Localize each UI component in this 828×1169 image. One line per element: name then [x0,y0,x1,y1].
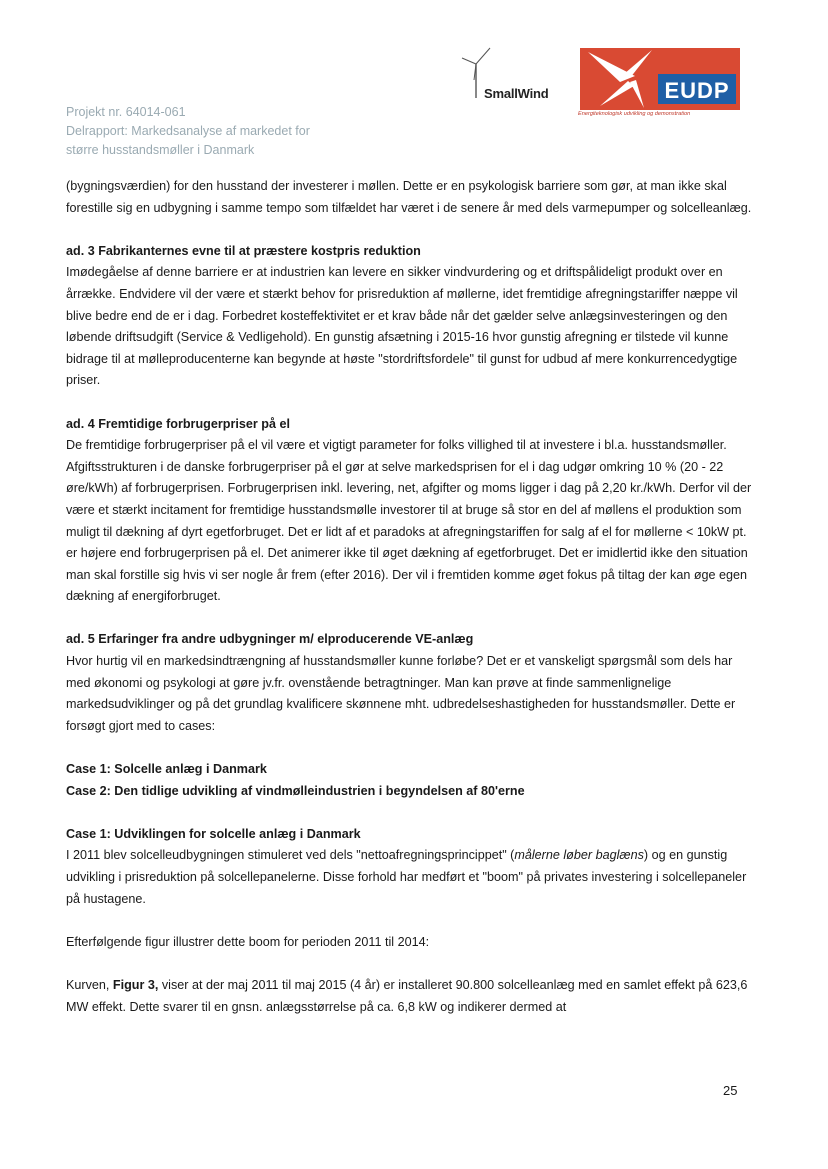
document-body [66,176,756,1018]
smallwind-logo-text: SmallWind [484,86,549,101]
paragraph-ad4: De fremtidige forbrugerpriser på el vil være et vigtigt parameter for folks villighed til at investere i bl.a. husstandsmøller. Afgiftsstrukturen i de danske forbrugerpriser på el gør at selve markedsprisen for el i dag udgør omkring 10 % (20 - 22 øre/kWh) af forbrugerprisen. Forbrugerprisen inkl. levering, net, afgifter og moms ligger i dag på 2,20 kr./kWh. Derfor vil der være et stærkt incitament for fremtidige husstandsmølle investorer til at bruge så stor en del af møllens el produktion som muligt til dækning af dyrt egetforbruget. Det er lidt af et paradoks at afregningstariffen for salg af el for møllerne < 10kW pt. er højere end forbrugerprisen på el. Det animerer ikke til øget dækning af egetforbruget. Det er imidlertid ikke den situation man skal forstille sig hvis vi ser nogle år frem (efter 2016). Der vil i fremtiden komme øget fokus på tiltag der kan øge egen dækning af energiforbruget. [66,438,752,604]
report-title-line-2: større husstandsmøller i Danmark [66,143,255,157]
heading-ad5: ad. 5 Erfaringer fra andre udbygninger m/ elproducerende VE-anlæg [66,632,474,647]
paragraph-figure-intro: Efterfølgende figur illustrer dette boom for perioden 2011 til 2014: [66,934,430,949]
report-title-line-1: Delrapport: Markedsanalyse af markedet for [66,124,310,138]
paragraph-figure-3: Kurven, Figur 3, viser at der maj 2011 til maj 2015 (4 år) er installeret 90.800 solcelleanlæg med en samlet effekt på 623,6 MW effekt. Dette svarer til en gnsn. anlægsstørrelse på ca. 6,8 kW og indikerer dermed at [66,977,748,1014]
eudp-logo [580,48,740,124]
project-header [66,103,426,160]
page-number: 25 [723,1083,738,1098]
paragraph-ad3: Imødegåelse af denne barriere er at industrien kan levere en sikker vindvurdering og et driftspålideligt produkt over en årrække. Endvidere vil der være et stærkt behov for prisreduktion af møllerne, idet fremtidige afregningstariffer næppe vil blive bedre end de er i dag. Forbedret kosteffektivitet er et krav både når det gælder selve anlægsinvesteringen og den løbende driftsudgift (Service & Vedligehold). En gunstig afsætning i 2015-16 hvor gunstig afregning er tilstede vil kunne bidrage til at mølleproducenterne kan begynde at høste "stordriftsfordele" til gunst for udbud af mere konkurrencedygtige priser. [66,265,738,388]
eudp-logo-text: EUDP [664,78,730,103]
paragraph-barrier: (bygningsværdien) for den husstand der investerer i møllen. Dette er en psykologisk barriere som gør, at man ikke skal forestille sig en udbygning i samme tempo som tilfældet har været i de senere år med dels varmepumper og solcelleanlæg. [66,179,752,215]
eudp-wordmark [580,48,740,110]
case-1-label: Case 1: Solcelle anlæg i Danmark [66,762,267,777]
smallwind-logo [450,46,560,108]
project-number: Projekt nr. 64014-061 [66,105,186,119]
heading-ad4: ad. 4 Fremtidige forbrugerpriser på el [66,416,290,431]
heading-case1-solar: Case 1: Udviklingen for solcelle anlæg i Danmark [66,826,361,841]
heading-ad3: ad. 3 Fabrikanternes evne til at præstere kostpris reduktion [66,243,421,258]
case-2-label: Case 2: Den tidlige udvikling af vindmølleindustrien i begyndelsen af 80'erne [66,783,525,798]
eudp-tagline: Energiteknologisk udvikling og demonstration [578,111,691,117]
paragraph-solar-2011: I 2011 blev solcelleudbygningen stimuleret ved dels "nettoafregningsprincippet" (målerne løber baglæns) og en gunstig udvikling i prisreduktion på solcellepanelerne. Disse forhold har medført et "boom" på privates investering i solcellepaneler på hustagene. [66,848,747,906]
figure-3-reference: Figur 3, [112,977,159,992]
emphasis-meters: målerne løber baglæns [514,848,644,863]
paragraph-ad5: Hvor hurtig vil en markedsindtrængning af husstandsmøller kunne forløbe? Det er et vanskeligt spørgsmål som dels har med økonomi og psykologi at gøre jv.fr. ovenstående betragtninger. Man kan prøve at finde sammenlignelige markedsudviklinger og på det grundlag kvalificere skønnene mht. udbredelseshastigheden for husstandsmøller. Dette er forsøgt gjort med to cases: [66,654,736,733]
